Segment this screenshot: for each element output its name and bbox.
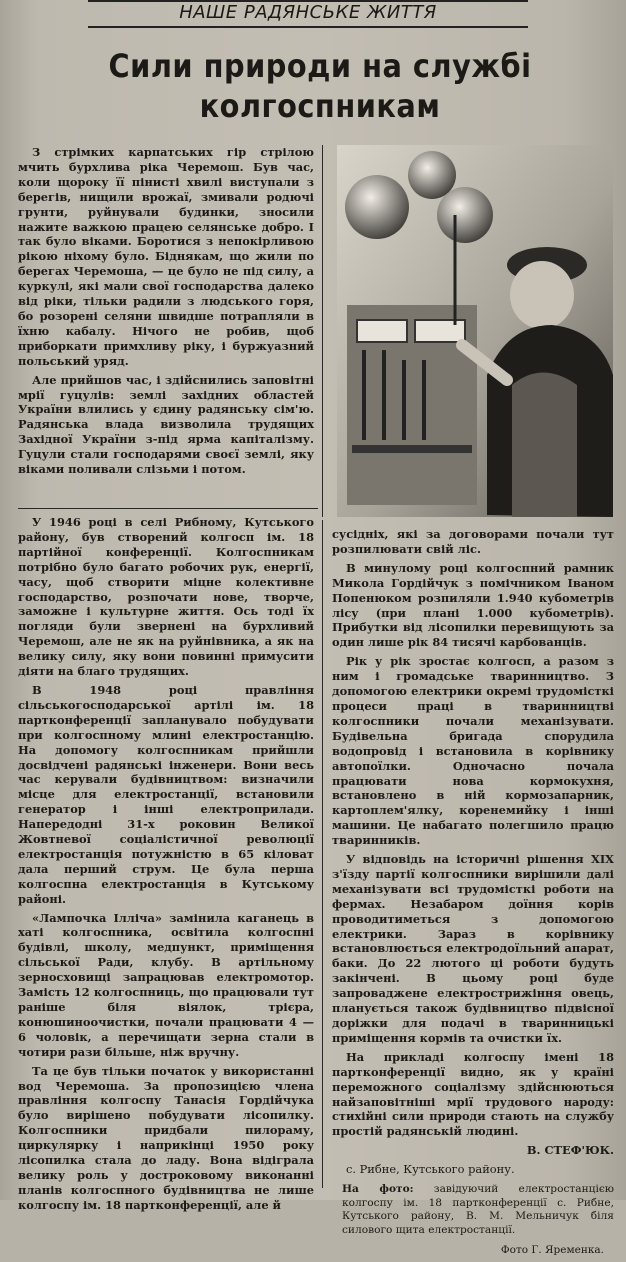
- paragraph: сусідніх, які за договорами почали тут розпилювати свій ліс.: [332, 527, 614, 556]
- paragraph: Рік у рік зростає колгосп, а разом з ним і громадське тваринництво. З допомогою електрики окремі трудомісткі процеси праці в тваринництві колгоспники почали механізувати. Будівельна бригада спорудила водопровід і встановила в корівнику автопоїлки. Одночасно почала працювати нова кормокухня, встановлено в ній кормозапарник, картоплем'ялку, коренемийку і інші машини. Це набагато полегшило працю тваринників.: [332, 654, 614, 848]
- headline-line-1: Сили природи на службі: [108, 47, 532, 85]
- article-photo: [337, 145, 613, 517]
- column-1-bottom: [18, 515, 314, 1217]
- photo-image: [337, 145, 613, 517]
- section-divider: [18, 508, 318, 509]
- caption-text: завідуючий електростанцією колгоспу ім. 18 партконференції с. Рибне, Кутського району, В. М. Мельничук біля силового щита електростанції.: [342, 1183, 614, 1236]
- paragraph: «Лампочка Ілліча» замінила каганець в хаті колгоспника, освітила колгоспні будівлі, школу, медпункт, приміщення сільської Ради, клубу. В артільному зерносховищі запрацював електромотор. Замість 12 колгоспниць, що працювали тут раніше біля віялок, трієра, конюшиноочистки, почали працювати 4 — 6 чоловік, а перечищати зерна стали в чотири рази більше, ніж вручну.: [18, 910, 314, 1059]
- paragraph: Але прийшов час, і здійснились заповітні мрії гуцулів: землі західних областей України влились у єдину радянську сім'ю. Радянська влада визволила трудящих Західної України з-під ярма капіталізму. Гуцули стали господарями своєї землі, яку віками поливали слізьми і потом.: [18, 372, 314, 477]
- caption-label: На фото:: [342, 1183, 414, 1196]
- column-divider: [322, 145, 323, 517]
- column-2: [332, 527, 614, 1262]
- photo-caption: [332, 1183, 614, 1237]
- column-divider: [322, 520, 323, 1188]
- paragraph: В 1948 році правління сільськогосподарської артілі ім. 18 партконференції запланувало побудувати при колгоспному млині електростанцію. На допомогу колгоспникам прийшли досвідчені радянські інженери. Вони весь час керували будівництвом: визначили місце для електростанції, встановили генератор і інші електроприлади. Напередодні 31-х роковин Великої Жовтневої соціалістичної революції електростанція потужністю в 65 кіловат дала перший струм. Це була перша колгоспна електростанція в Кутському районі.: [18, 682, 314, 906]
- author-place: с. Рибне, Кутського району.: [346, 1162, 515, 1177]
- paragraph: На прикладі колгоспу імені 18 партконференції видно, як у країні переможного соціалізму здійснюються найзаповітніші мрії трудового народу: стихійні сили природи стають на службу простій радянській людині.: [332, 1049, 614, 1139]
- paragraph: В минулому році колгоспний рамник Микола Гордійчук з помічником Іваном Попенюком розпиляли 1.940 кубометрів лісу (при плані 1.000 кубометрів). Прибутки від лісопилки перевищують за один лише рік 84 тисячі карбованців.: [332, 560, 614, 650]
- paragraph: У 1946 році в селі Рибному, Кутського району, був створений колгосп ім. 18 партійної конференції. Колгоспникам потрібно було багато робочих рук, енергії, часу, щоб створити міцне колективне господарство, розпочати нове, творче, заможне і культурне життя. Ось тоді їх погляди були звернені на бурхливий Черемош, але не як на руйнівника, а як на велику силу, яку вони повинні примусити діяти на благо трудящих.: [18, 515, 314, 679]
- column-1-top: [18, 145, 314, 481]
- paragraph: Та це був тільки початок у використанні вод Черемоша. За пропозицією члена правління колгоспу Танасія Гордійчука було вирішено побудувати лісопилку. Колгоспники придбали пилораму, циркулярку і наприкінці 1950 року лісопилка стала до ладу. Вона відіграла велику роль у достроковому виконанні планів колгоспного будівництва не лише колгоспу ім. 18 партконференції, але й: [18, 1063, 314, 1212]
- author-signature: В. СТЕФ'ЮК.: [526, 1143, 614, 1158]
- headline-line-2: колгоспникам: [199, 87, 441, 125]
- photo-credit: Фото Г. Яременка.: [500, 1244, 604, 1257]
- article-headline: [40, 46, 600, 126]
- paragraph: З стрімких карпатських гір стрілою мчить бурхлива ріка Черемош. Був час, коли щороку її пінисті хвилі виступали з берегів, нищили врожаї, змивали родючі грунти, руйнували будинки, зносили нажите важкою працею селянське добро. І так було віками. Боротися з непокірливою рікою ніхому було. Біднякам, що жили по берегах Черемоша, — це було не під силу, а куркулі, які мали свої господарства далеко від ріки, тільки радили з людського горя, бо розорені селяни швидше потрапляли в їхню кабалу. Нічого не робив, щоб приборкати примхливу ріку, і буржуазний польський уряд.: [18, 145, 314, 368]
- paragraph: У відповідь на історичні рішення XIX з'їзду партії колгоспники вирішили далі механізувати всі трудомісткі роботи на фермах. Незабаром доїння корів проводитиметься з допомогою електрики. Зараз в корівнику встановлюється електродоїльний апарат, баки. До 22 лютого ці роботи будуть закінчені. В цьому році буде запроваджене електрострижіння овець, планується також будівництво підвісної доріжки для подачі в тваринницькі приміщення кормів та очистки їх.: [332, 852, 614, 1045]
- section-rubric: НАШЕ РАДЯНСЬКЕ ЖИТТЯ: [88, 0, 528, 28]
